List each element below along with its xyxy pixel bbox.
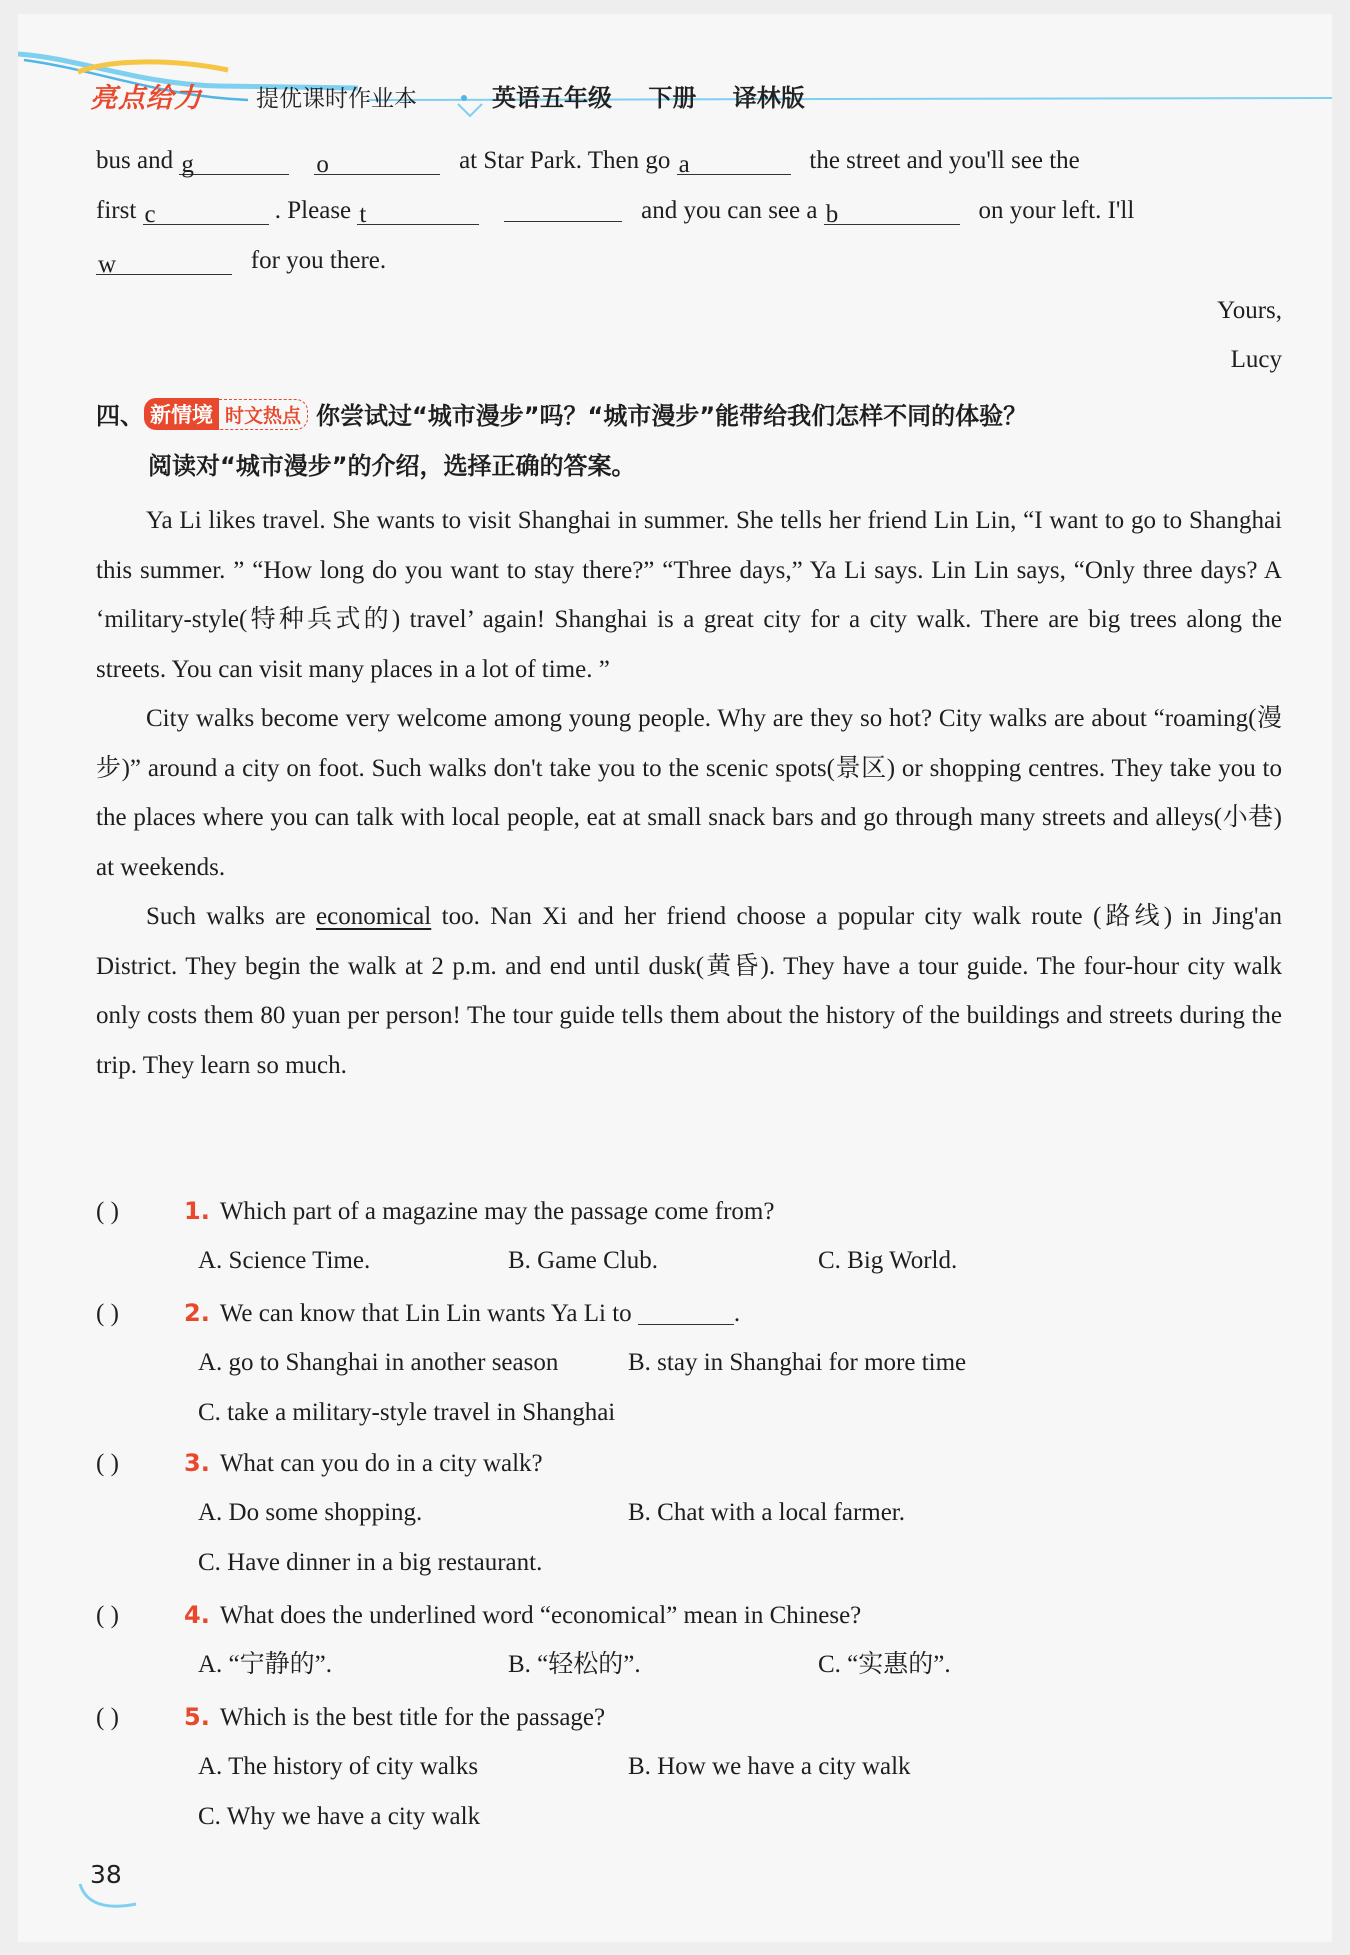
option-4c[interactable]: C. “实惠的”. <box>818 1651 951 1678</box>
edition-label: 译林版 <box>732 84 805 112</box>
book-info <box>492 78 833 113</box>
fill-blank-b[interactable]: b <box>824 200 960 225</box>
reading-passage <box>96 496 1282 1090</box>
section-number: 四、 <box>96 402 144 430</box>
brand-logo: 亮点给力 <box>90 83 202 114</box>
option-1c[interactable]: C. Big World. <box>818 1247 958 1274</box>
letter-line-1 <box>96 146 1282 176</box>
option-5b[interactable]: B. How we have a city walk <box>628 1753 911 1780</box>
letter-text: on your left. I'll <box>978 197 1135 224</box>
question-3: ( ) 3. What can you do in a city walk? <box>96 1449 543 1477</box>
answer-slot[interactable]: ( ) <box>96 1450 119 1477</box>
option-3c[interactable]: C. Have dinner in a big restaurant. <box>198 1549 543 1576</box>
passage-paragraph-1: Ya Li likes travel. She wants to visit Shanghai in summer. She tells her friend Lin Lin, “I want to go to Shanghai this summer. ” “How long do you want to stay there?” “Three days,” Ya Li says. Lin Lin says, “Only three days? A ‘military-style(特种兵式的) travel’ again! Shanghai is a great city for a city walk. There are big trees along the streets. You can visit many places in a lot of time. ” <box>96 507 1282 683</box>
fill-blank-t2[interactable] <box>504 197 622 222</box>
option-1b[interactable]: B. Game Club. <box>508 1247 658 1274</box>
hot-topic-tag: 时文热点 <box>219 399 308 430</box>
question-2: ( ) 2. We can know that Lin Lin wants Ya Li to . <box>96 1299 741 1327</box>
passage-paragraph-3: Such walks are economical too. Nan Xi and her friend choose a popular city walk route (路线) in Jing'an District. They begin the walk at 2 p.m. and end until dusk(黄昏). They have a tour guide. The four-hour city walk only costs them 80 yuan per person! The tour guide tells them about the history of the buildings and streets during the trip. They learn so much. <box>96 903 1283 1079</box>
fill-blank-w[interactable]: w <box>96 250 232 275</box>
letter-line-2 <box>96 196 1282 226</box>
option-4a[interactable]: A. “宁静的”. <box>198 1651 332 1678</box>
option-3a[interactable]: A. Do some shopping. <box>198 1499 423 1526</box>
letter-text: the street and you'll see the <box>809 147 1080 174</box>
answer-slot[interactable]: ( ) <box>96 1300 119 1327</box>
answer-slot[interactable]: ( ) <box>96 1602 119 1629</box>
letter-text: bus and <box>96 147 174 174</box>
answer-slot[interactable]: ( ) <box>96 1198 119 1225</box>
fill-blank-a[interactable]: a <box>677 150 791 175</box>
letter-text: . Please <box>274 197 352 224</box>
option-2b[interactable]: B. stay in Shanghai for more time <box>628 1349 967 1376</box>
passage-paragraph-2: City walks become very welcome among young people. Why are they so hot? City walks are about “roaming(漫步)” around a city on foot. Such walks don't take you to the scenic spots(景区) or shopping centres. They take you to the places where you can talk with local people, eat at small snack bars and go through many streets and alleys(小巷) at weekends. <box>96 705 1282 881</box>
letter-text: and you can see a <box>641 197 818 224</box>
volume-label: 下册 <box>648 84 697 112</box>
letter-signature: Lucy <box>1230 346 1282 373</box>
question-2-blank[interactable] <box>638 1300 734 1325</box>
question-1: ( ) 1. Which part of a magazine may the passage come from? <box>96 1197 775 1225</box>
fill-blank-t[interactable]: t <box>357 200 479 225</box>
letter-text: at Star Park. Then go <box>459 147 671 174</box>
fill-blank-o[interactable]: o <box>314 150 440 175</box>
page-header <box>18 14 1332 124</box>
series-title: 提优课时作业本 <box>256 86 417 112</box>
underlined-word: economical <box>316 903 432 930</box>
question-5: ( ) 5. Which is the best title for the passage? <box>96 1703 606 1731</box>
option-5a[interactable]: A. The history of city walks <box>198 1753 479 1780</box>
fill-blank-c[interactable]: c <box>143 200 269 225</box>
option-4b[interactable]: B. “轻松的”. <box>508 1651 641 1678</box>
fill-blank-g[interactable]: g <box>179 150 289 175</box>
section-instruction-2: 阅读对“城市漫步”的介绍，选择正确的答案。 <box>148 452 636 480</box>
page-number: 38 <box>90 1860 122 1889</box>
new-context-tag: 新情境 <box>144 398 219 430</box>
option-3b[interactable]: B. Chat with a local farmer. <box>628 1499 906 1526</box>
workbook-page <box>18 14 1332 1942</box>
option-1a[interactable]: A. Science Time. <box>198 1247 371 1274</box>
letter-text: for you there. <box>250 247 387 274</box>
option-5c[interactable]: C. Why we have a city walk <box>198 1803 481 1830</box>
option-2c[interactable]: C. take a military-style travel in Shanghai <box>198 1399 616 1426</box>
answer-slot[interactable]: ( ) <box>96 1704 119 1731</box>
section-instruction-1: 你尝试过“城市漫步”吗？“城市漫步”能带给我们怎样不同的体验？ <box>316 402 1028 430</box>
section-heading <box>96 396 1027 431</box>
option-2a[interactable]: A. go to Shanghai in another season <box>198 1349 559 1376</box>
letter-line-3 <box>96 246 386 276</box>
grade-label: 英语五年级 <box>492 84 612 112</box>
question-4: ( ) 4. What does the underlined word “economical” mean in Chinese? <box>96 1601 862 1629</box>
letter-text: first <box>96 197 137 224</box>
letter-closing: Yours, <box>1217 297 1282 324</box>
